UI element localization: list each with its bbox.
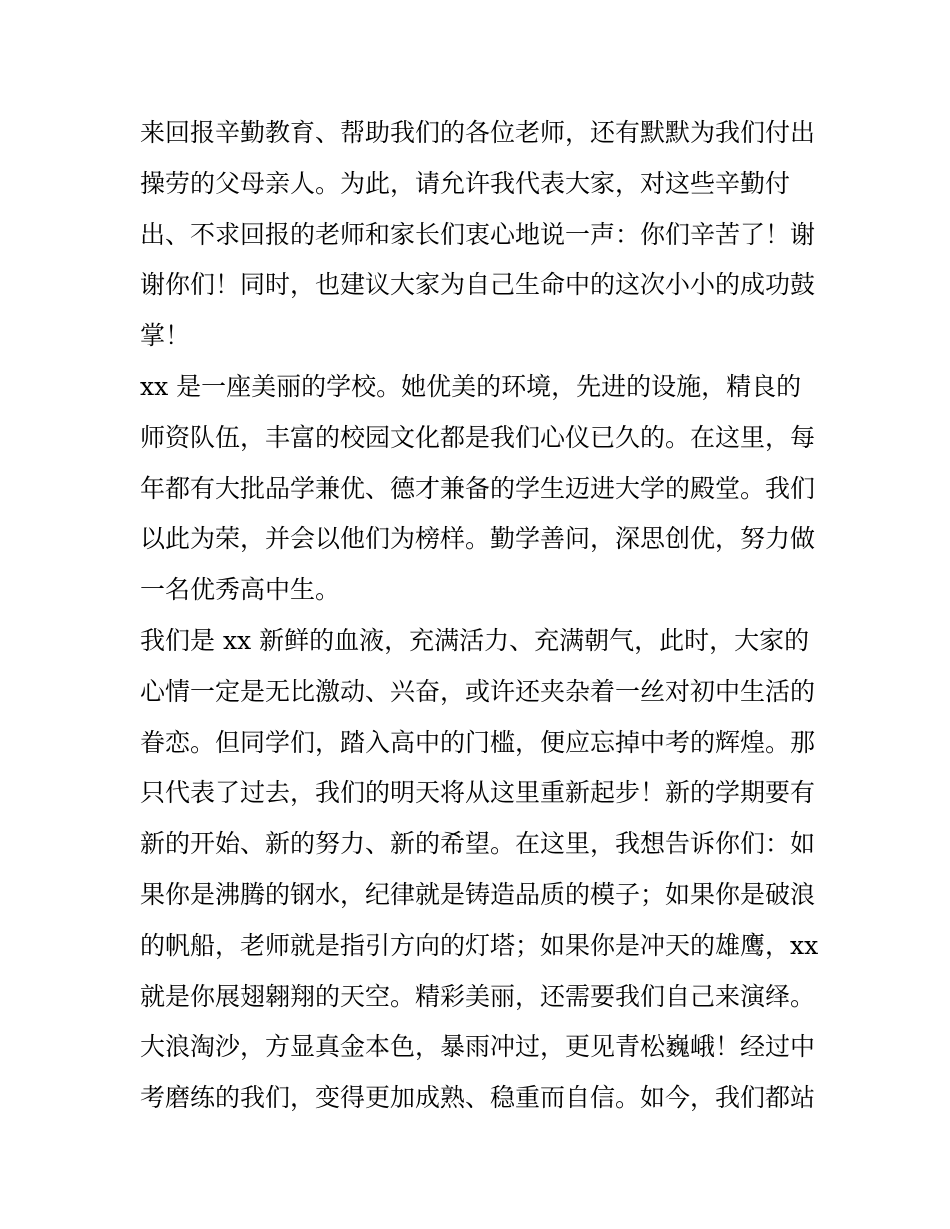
text-line: 就是你展翅翱翔的天空。精彩美丽，还需要我们自己来演绎。 — [140, 981, 816, 1011]
text-line: 眷恋。但同学们，踏入高中的门槛，便应忘掉中考的辉煌。那 — [140, 727, 816, 757]
text-line: 年都有大批品学兼优、德才兼备的学生迈进大学的殿堂。我们 — [140, 473, 816, 503]
text-line: 我们是 xx 新鲜的血液，充满活力、充满朝气，此时，大家的 — [140, 625, 810, 655]
text-line: 新的开始、新的努力、新的希望。在这里，我想告诉你们：如 — [140, 829, 816, 859]
text-line: xx 是一座美丽的学校。她优美的环境，先进的设施，精良的 — [140, 371, 802, 401]
text-line: 操劳的父母亲人。为此，请允许我代表大家，对这些辛勤付 — [140, 168, 791, 198]
text-line: 谢你们！同时，也建议大家为自己生命中的这次小小的成功鼓 — [140, 270, 816, 300]
text-line: 果你是沸腾的钢水，纪律就是铸造品质的模子；如果你是破浪 — [140, 879, 816, 909]
text-line: 师资队伍，丰富的校园文化都是我们心仪已久的。在这里，每 — [140, 422, 816, 452]
text-line: 掌！ — [140, 321, 191, 351]
body-text — [140, 108, 820, 1124]
text-line: 出、不求回报的老师和家长们衷心地说一声：你们辛苦了！谢 — [140, 219, 816, 249]
text-line: 以此为荣，并会以他们为榜样。勤学善问，深思创优，努力做 — [140, 524, 816, 554]
text-line: 只代表了过去，我们的明天将从这里重新起步！新的学期要有 — [140, 778, 816, 808]
text-line: 大浪淘沙，方显真金本色，暴雨冲过，更见青松巍峨！经过中 — [140, 1032, 816, 1062]
text-line: 的帆船，老师就是指引方向的灯塔；如果你是冲天的雄鹰，xx — [140, 930, 819, 960]
text-line: 一名优秀高中生。 — [140, 575, 341, 605]
text-line: 来回报辛勤教育、帮助我们的各位老师，还有默默为我们付出 — [140, 118, 816, 147]
text-line: 心情一定是无比激动、兴奋，或许还夹杂着一丝对初中生活的 — [140, 676, 816, 706]
text-line: 考磨练的我们，变得更加成熟、稳重而自信。如今，我们都站 — [140, 1083, 816, 1113]
